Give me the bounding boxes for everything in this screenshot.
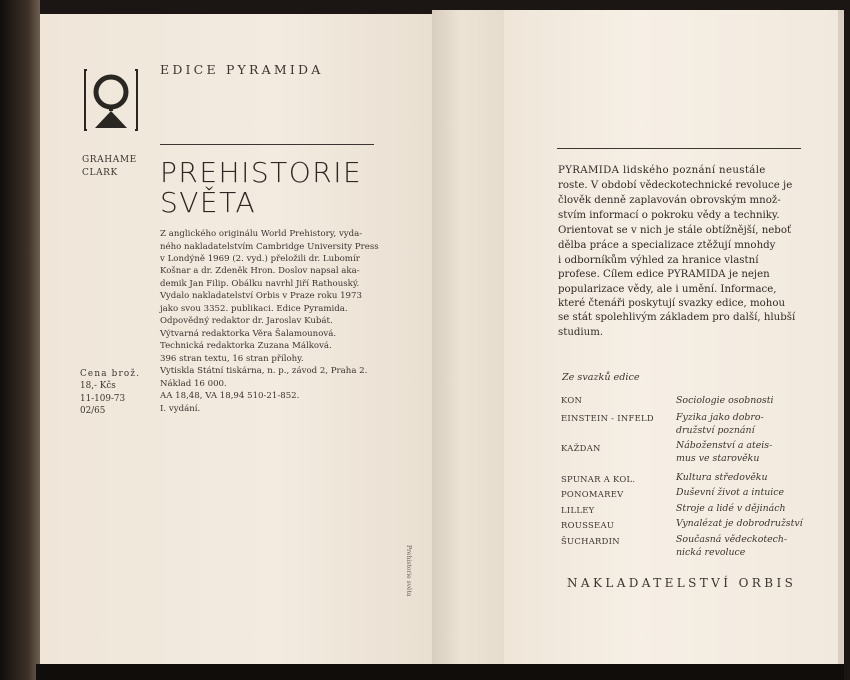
imprint-line: Vytiskla Státní tiskárna, n. p., závod 2, Praha 2. xyxy=(160,366,368,376)
imprint-line: v Londýně 1969 (2. vyd.) přeložili dr. Lubomír xyxy=(160,254,360,264)
divider-line xyxy=(160,144,374,145)
book-gutter xyxy=(432,10,504,672)
imprint-line: AA 18,48, VA 18,94 510-21-852. xyxy=(160,391,300,401)
book-author: PONOMAREV xyxy=(561,489,624,499)
imprint-line: jako svou 3352. publikaci. Edice Pyramida. xyxy=(160,304,348,314)
imprint-line: Košnar a dr. Zdeněk Hron. Doslov napsal aka- xyxy=(160,266,360,276)
book-author: KAŽDAN xyxy=(561,443,601,453)
book-title: Sociologie osobnosti xyxy=(676,395,774,406)
book-author: ROUSSEAU xyxy=(561,520,615,530)
imprint-line: Výtvarná redaktorka Věra Šalamounová. xyxy=(160,329,337,339)
series-name: EDICE PYRAMIDA xyxy=(160,62,324,77)
book-title-line-1: PREHISTORIE xyxy=(160,156,363,189)
description-line: profese. Cílem edice PYRAMIDA je nejen xyxy=(558,269,770,280)
book-title: Vynalézat je dobrodružství xyxy=(676,518,803,529)
imprint-line: Vydalo nakladatelství Orbis v Praze roku 1973 xyxy=(160,291,362,301)
catalog-number: 02/65 xyxy=(80,406,106,416)
description-line: popularizace vědy, ale i umění. Informace, xyxy=(558,284,777,295)
imprint-line: demik Jan Filip. Obálku navrhl Jiří Rathouský. xyxy=(160,279,360,289)
right-page-flap xyxy=(504,10,838,670)
catalog-code: 11-109-73 xyxy=(80,394,126,404)
bottom-shadow xyxy=(36,664,844,680)
cover-edge-shadow xyxy=(0,0,40,680)
book-author: ŠUCHARDIN xyxy=(561,536,620,546)
imprint-line: Z anglického originálu World Prehistory, vyda- xyxy=(160,229,363,239)
description-line: se stát spolehlivým základem pro další, hlubší xyxy=(558,312,796,323)
book-title: Náboženství a ateis- xyxy=(676,440,773,451)
author-first-name: GRAHAME xyxy=(82,155,137,165)
imprint-line: ného nakladatelstvím Cambridge University Press xyxy=(160,242,379,252)
description-line: člověk denně zaplavován obrovským množ- xyxy=(558,195,781,206)
book-author: KON xyxy=(561,395,583,405)
description-line: PYRAMIDA lidského poznání neustále xyxy=(558,165,766,176)
book-author: EINSTEIN - INFELD xyxy=(561,413,654,423)
book-title: Fyzika jako dobro- xyxy=(676,412,764,423)
book-title-line-2: SVĚTA xyxy=(160,186,257,219)
imprint-line: Náklad 16 000. xyxy=(160,379,227,389)
publisher-name: NAKLADATELSTVÍ ORBIS xyxy=(567,576,797,590)
flap-edge xyxy=(838,10,844,670)
imprint-line: Technická redaktorka Zuzana Málková. xyxy=(160,341,332,351)
imprint-line: Odpovědný redaktor dr. Jaroslav Kubát. xyxy=(160,316,333,326)
book-author: SPUNAR A KOL. xyxy=(561,474,636,484)
description-line: roste. V období vědeckotechnické revoluce je xyxy=(558,180,793,191)
author-last-name: CLARK xyxy=(82,168,118,178)
book-title: Současná vědeckotech- xyxy=(676,534,788,545)
description-line: které čtenáři poskytují svazky edice, mohou xyxy=(558,298,786,309)
book-title: Kultura středověku xyxy=(676,472,768,483)
spine-note: Prehistorie světa xyxy=(405,545,412,597)
price-value: 18,- Kčs xyxy=(80,381,116,391)
book-title: Stroje a lidé v dějinách xyxy=(676,503,786,514)
imprint-line: 396 stran textu, 16 stran přílohy. xyxy=(160,354,304,364)
description-line: stvím informací o pokroku vědy a techniky. xyxy=(558,210,780,221)
book-title: mus ve starověku xyxy=(676,453,760,464)
description-line: Orientovat se v nich je stále obtížnější, neboť xyxy=(558,225,792,236)
book-author: LILLEY xyxy=(561,505,595,515)
imprint-line: I. vydání. xyxy=(160,404,201,414)
series-list-heading: Ze svazků edice xyxy=(562,372,640,383)
pyramida-logo-icon xyxy=(81,64,141,136)
price-label: Cena brož. xyxy=(80,369,141,379)
book-title: Duševní život a intuice xyxy=(676,487,785,498)
description-line: studium. xyxy=(558,327,604,338)
description-line: i odborníkům výhled za hranice vlastní xyxy=(558,255,759,266)
book-title: nická revoluce xyxy=(676,547,746,558)
book-title: družství poznání xyxy=(676,425,755,436)
description-line: dělba práce a specializace ztěžují mnohdy xyxy=(558,240,776,251)
divider-line xyxy=(557,148,801,149)
